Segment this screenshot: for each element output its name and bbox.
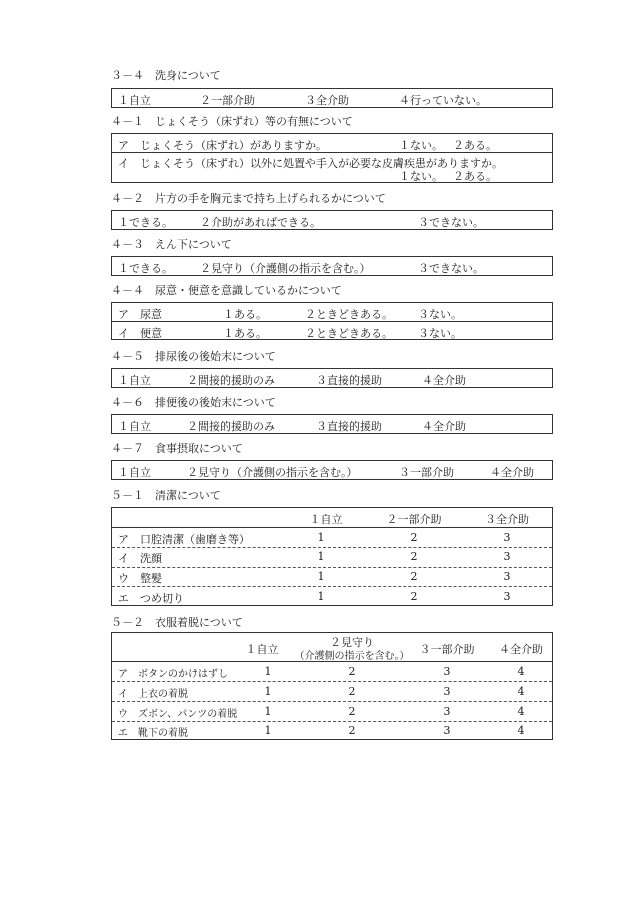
row-value: 1	[317, 531, 325, 544]
option-2: ２見守り（介護側の指示を含む。）	[187, 466, 358, 479]
row-value: 3	[443, 685, 451, 698]
row-divider	[112, 681, 552, 682]
question-b: イ じょくそう（床ずれ）以外に処置や手入が必要な皮膚疾患がありますか。	[118, 157, 503, 170]
section-title-4-7: ４－７ 食事摂取について	[111, 442, 243, 455]
section-box-4-2	[111, 210, 553, 230]
section-box-3-4	[111, 88, 553, 108]
option-4: ４全介助	[490, 466, 534, 479]
section-title-4-4: ４－４ 尿意・便意を意識しているかについて	[111, 284, 342, 297]
option-3: ３できない。	[418, 216, 484, 229]
section-title-4-2: ４－２ 片方の手を胸元まで持ち上げられるかについて	[111, 192, 386, 205]
option-4: ４行っていない。	[399, 94, 487, 107]
option-1: １自立	[118, 94, 151, 107]
row-divider	[112, 586, 552, 587]
row-label: ア ボタンのかけはずし	[118, 669, 228, 680]
question-a: ア じょくそう（床ずれ）がありますか。	[118, 139, 327, 152]
row-value: 2	[410, 590, 418, 603]
option-4: ４全介助	[422, 420, 466, 433]
section-title-5-1: ５－１ 清潔について	[111, 489, 221, 502]
option-2: ２介助があればできる。	[200, 216, 321, 229]
question-b-option-1: １ない。	[399, 170, 443, 183]
divider	[112, 152, 552, 153]
section-title-4-5: ４－５ 排尿後の後始末について	[111, 350, 276, 363]
column-header: ２見守り	[330, 636, 374, 649]
row-option-1: １ある。	[223, 327, 267, 340]
row-divider	[112, 567, 552, 568]
column-header-note: （介護側の指示を含む。）	[294, 651, 410, 662]
row-option-3: ３ない。	[418, 308, 462, 321]
option-2: ２間接的援助のみ	[187, 420, 275, 433]
section-box-4-5	[111, 368, 553, 388]
row-value: 4	[517, 724, 525, 737]
option-3: ３できない。	[418, 262, 484, 275]
row-label: ア 口腔清潔（歯磨き等）	[118, 533, 250, 546]
row-divider	[112, 547, 552, 548]
table-5-1	[111, 507, 553, 606]
row-value: 1	[317, 570, 325, 583]
row-value: 1	[264, 705, 272, 718]
section-title-5-2: ５－２ 衣服着脱について	[111, 616, 243, 629]
section-box-4-4	[111, 302, 553, 340]
row-value: 2	[410, 550, 418, 563]
row-value: 1	[264, 665, 272, 678]
column-header: ２一部介助	[386, 513, 442, 526]
column-header: １自立	[309, 513, 343, 526]
section-title-4-6: ４－６ 排便後の後始末について	[111, 396, 276, 409]
option-2: ２一部介助	[200, 94, 255, 107]
option-1: １自立	[118, 374, 151, 387]
column-header: ３一部介助	[419, 643, 475, 656]
option-1: １自立	[118, 466, 151, 479]
header-divider	[112, 527, 552, 528]
section-box-4-3	[111, 256, 553, 276]
section-box-4-7	[111, 460, 553, 480]
row-label: エ 靴下の着脱	[118, 728, 188, 739]
row-value: 3	[443, 665, 451, 678]
section-box-4-6	[111, 414, 553, 434]
column-header: ４全介助	[499, 643, 543, 656]
option-1: １できる。	[118, 216, 173, 229]
table-5-2	[111, 632, 553, 740]
question-b-option-2: ２ある。	[453, 170, 497, 183]
row-value: 2	[348, 705, 356, 718]
row-value: 2	[410, 570, 418, 583]
row-value: 1	[317, 590, 325, 603]
option-1: １自立	[118, 420, 151, 433]
row-value: 3	[443, 705, 451, 718]
row-divider	[112, 721, 552, 722]
row-value: 2	[348, 665, 356, 678]
row-value: 3	[503, 590, 511, 603]
row-label: ア 尿意	[118, 308, 162, 321]
column-header: ３全介助	[485, 513, 529, 526]
option-3: ３一部介助	[399, 466, 454, 479]
row-value: 3	[503, 550, 511, 563]
row-label: イ 洗顔	[118, 552, 162, 565]
section-title-4-3: ４－３ えん下について	[111, 238, 232, 251]
row-value: 2	[410, 531, 418, 544]
row-value: 2	[348, 724, 356, 737]
row-option-3: ３ない。	[418, 327, 462, 340]
row-value: 1	[317, 550, 325, 563]
section-title-3-4: ３－４ 洗身について	[111, 69, 221, 82]
option-3: ３直接的援助	[316, 420, 382, 433]
row-option-2: ２ときどきある。	[305, 327, 393, 340]
column-header: １自立	[245, 643, 279, 656]
header-divider	[112, 661, 552, 662]
row-option-1: １ある。	[223, 308, 267, 321]
row-option-2: ２ときどきある。	[305, 308, 393, 321]
question-a-option-2: ２ある。	[453, 139, 497, 152]
row-value: 4	[517, 665, 525, 678]
option-3: ３直接的援助	[316, 374, 382, 387]
row-value: 4	[517, 685, 525, 698]
row-value: 3	[503, 531, 511, 544]
row-value: 2	[348, 685, 356, 698]
divider	[112, 321, 552, 322]
row-label: イ 上衣の着脱	[118, 689, 188, 700]
section-title-4-1: ４－１ じょくそう（床ずれ）等の有無について	[111, 115, 353, 128]
question-a-option-1: １ない。	[399, 139, 443, 152]
row-label: ウ 整髪	[118, 572, 162, 585]
section-box-4-1	[111, 133, 553, 183]
row-value: 1	[264, 685, 272, 698]
row-label: イ 便意	[118, 327, 162, 340]
row-value: 1	[264, 724, 272, 737]
option-3: ３全介助	[305, 94, 349, 107]
row-label: エ つめ切り	[118, 592, 184, 605]
option-4: ４全介助	[422, 374, 466, 387]
row-value: 4	[517, 705, 525, 718]
option-1: １できる。	[118, 262, 173, 275]
row-divider	[112, 701, 552, 702]
row-value: 3	[503, 570, 511, 583]
option-2: ２間接的援助のみ	[187, 374, 275, 387]
row-value: 3	[443, 724, 451, 737]
row-label: ウ ズボン、パンツの着脱	[118, 709, 238, 720]
option-2: ２見守り（介護側の指示を含む。）	[200, 262, 371, 275]
